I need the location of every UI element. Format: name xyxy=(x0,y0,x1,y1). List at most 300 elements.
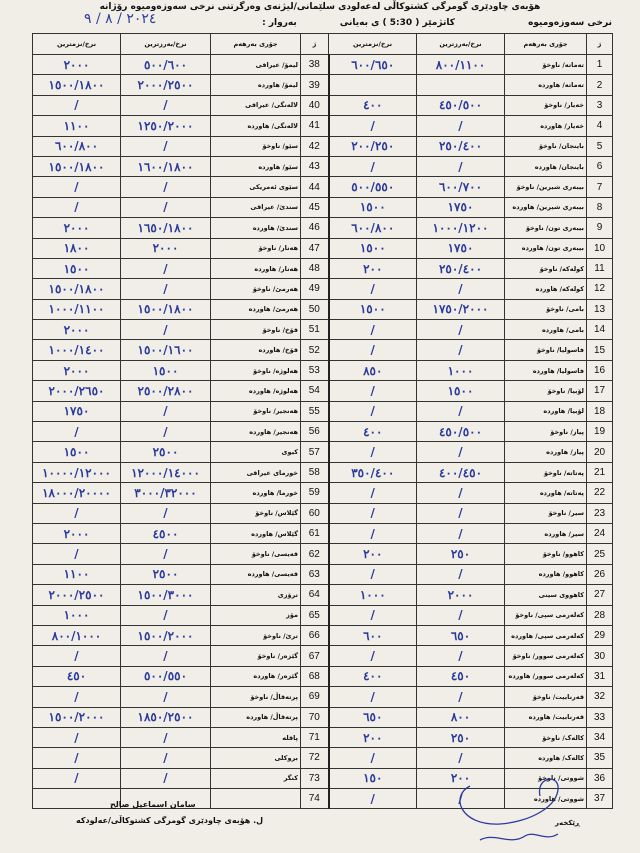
row-number: 55 xyxy=(301,401,329,421)
item-cell: هەلوژە/ هاوردە xyxy=(211,381,301,401)
item-cell: تەماتە/ هاوردە xyxy=(505,75,587,95)
low-price-cell: ٤٠٠ xyxy=(329,666,417,686)
item-cell: خەیار/ هاوردە xyxy=(505,116,587,136)
high-price-cell: / xyxy=(417,564,505,584)
high-price-cell: / xyxy=(417,483,505,503)
row-number: 35 xyxy=(587,748,613,768)
high-price-cell: ٢٠٠٠ xyxy=(417,585,505,605)
low-price-cell: / xyxy=(329,279,417,299)
row-number: 61 xyxy=(301,523,329,543)
high-price-cell: ٢٠٠٠ xyxy=(121,238,211,258)
high-price-cell: / xyxy=(121,687,211,707)
high-price-cell: / xyxy=(121,177,211,197)
low-price-cell: ٨٠٠/١٠٠٠ xyxy=(33,625,121,645)
low-price-cell: ٢٠٠ xyxy=(329,727,417,747)
row-number: 45 xyxy=(301,197,329,217)
item-cell: ترێ/ ناوخۆ xyxy=(211,625,301,645)
row-number: 64 xyxy=(301,585,329,605)
row-number: 23 xyxy=(587,503,613,523)
high-price-cell: ٥٠٠/٥٥٠ xyxy=(121,666,211,686)
low-price-cell: ٦٥٠ xyxy=(329,707,417,727)
item-cell: فاسولیا/ ناوخۆ xyxy=(505,340,587,360)
row-number: 28 xyxy=(587,605,613,625)
item-cell: لالەنگی/ هاوردە xyxy=(211,116,301,136)
table-row xyxy=(33,381,613,401)
item-cell: مۆز xyxy=(211,605,301,625)
handwritten-signature xyxy=(440,766,580,850)
item-cell: هەنار/ هاوردە xyxy=(211,258,301,278)
item-cell: لۆبیا/ ناوخۆ xyxy=(505,381,587,401)
high-price-cell xyxy=(417,75,505,95)
item-cell: کنگر xyxy=(211,768,301,788)
table-row xyxy=(33,605,613,625)
low-price-cell: ٢٠٠/٢٥٠ xyxy=(329,136,417,156)
row-number: 20 xyxy=(587,442,613,462)
time-label: کاتژمێر ( 5:30 ) ی بەیانی xyxy=(339,18,455,28)
high-price-cell: / xyxy=(121,544,211,564)
table-row xyxy=(33,646,613,666)
high-price-cell: ١٦٠٠/١٨٠٠ xyxy=(121,156,211,176)
item-cell: خەیار/ ناوخۆ xyxy=(505,95,587,115)
low-price-cell: ١٥٠٠ xyxy=(329,238,417,258)
table-row xyxy=(33,523,613,543)
row-number: 13 xyxy=(587,299,613,319)
high-price-cell: ١٥٠٠/١٦٠٠ xyxy=(121,340,211,360)
high-price-cell: / xyxy=(121,727,211,747)
row-number: 53 xyxy=(301,360,329,380)
high-price-cell: ٦٠٠/٧٠٠ xyxy=(417,177,505,197)
high-price-cell: / xyxy=(417,401,505,421)
row-number: 49 xyxy=(301,279,329,299)
table-row xyxy=(33,564,613,584)
high-price-cell: / xyxy=(417,279,505,299)
high-price-cell: / xyxy=(417,503,505,523)
high-price-cell: / xyxy=(121,197,211,217)
table-row xyxy=(33,197,613,217)
low-price-cell: ١٨٠٠٠/٢٠٠٠٠ xyxy=(33,483,121,503)
high-price-cell: ٤٥٠ xyxy=(417,666,505,686)
row-number: 56 xyxy=(301,422,329,442)
item-cell: قەرنابیت/ هاوردە xyxy=(505,707,587,727)
low-price-cell: / xyxy=(33,422,121,442)
low-price-cell: ١٥٠٠/١٨٠٠ xyxy=(33,156,121,176)
row-number: 3 xyxy=(587,95,613,115)
low-price-cell: ١٠٠٠ xyxy=(33,605,121,625)
low-price-cell: / xyxy=(329,483,417,503)
low-price-cell: / xyxy=(329,605,417,625)
row-number: 66 xyxy=(301,625,329,645)
row-number: 19 xyxy=(587,422,613,442)
item-cell: پەتاتە/ هاوردە xyxy=(505,483,587,503)
high-price-cell: ٢٥٠/٤٠٠ xyxy=(417,136,505,156)
table-header-row xyxy=(33,34,613,55)
high-price-cell: ١٥٠٠/١٨٠٠ xyxy=(121,299,211,319)
low-price-cell: ٤٠٠ xyxy=(329,95,417,115)
row-number: 27 xyxy=(587,585,613,605)
row-number: 48 xyxy=(301,258,329,278)
low-price-cell: ٦٠٠/٨٠٠ xyxy=(329,218,417,238)
table-row xyxy=(33,707,613,727)
low-price-cell: / xyxy=(329,687,417,707)
low-price-cell: ١١٠٠ xyxy=(33,116,121,136)
high-price-cell: ١٧٥٠ xyxy=(417,238,505,258)
item-cell: هەنجیر/ هاوردە xyxy=(211,422,301,442)
signatory-office: ل. هۆبەی چاودێری گومرگی کشتوکاڵی/عەلودکە xyxy=(76,816,264,825)
item-cell: بامی/ هاوردە xyxy=(505,320,587,340)
low-price-cell: / xyxy=(329,503,417,523)
item-cell: پرتەقاڵ/ ناوخۆ xyxy=(211,687,301,707)
low-price-cell: / xyxy=(329,340,417,360)
row-number: 25 xyxy=(587,544,613,564)
item-cell: لیمۆ/ عیراقی xyxy=(211,55,301,75)
high-price-cell: / xyxy=(417,605,505,625)
item-cell: تەماتە/ ناوخۆ xyxy=(505,55,587,75)
high-price-cell: ٨٠٠/١١٠٠ xyxy=(417,55,505,75)
table-row xyxy=(33,299,613,319)
high-price-cell: ٤٥٠/٥٠٠ xyxy=(417,422,505,442)
item-cell: سیر/ ناوخۆ xyxy=(505,503,587,523)
low-price-cell: ١٠٠٠/١٤٠٠ xyxy=(33,340,121,360)
high-price-cell: / xyxy=(121,320,211,340)
low-price-cell: ٦٠٠ xyxy=(329,625,417,645)
item-cell: قۆخ/ هاوردە xyxy=(211,340,301,360)
item-cell: کاهوو/ هاوردە xyxy=(505,564,587,584)
item-cell: سێو/ ناوخۆ xyxy=(211,136,301,156)
low-price-cell: / xyxy=(33,748,121,768)
table-row xyxy=(33,156,613,176)
low-price-cell: / xyxy=(33,544,121,564)
low-price-cell: ٦٠٠/٨٠٠ xyxy=(33,136,121,156)
low-price-cell: ٨٥٠ xyxy=(329,360,417,380)
item-cell: خورما/ هاوردە xyxy=(211,483,301,503)
high-price-cell: / xyxy=(417,116,505,136)
signatory-name: سامان اسماعیل صالح xyxy=(110,800,196,809)
low-price-cell: ٥٠٠/٥٥٠ xyxy=(329,177,417,197)
row-number: 1 xyxy=(587,55,613,75)
row-number: 2 xyxy=(587,75,613,95)
item-cell: کاهوو/ ناوخۆ xyxy=(505,544,587,564)
high-price-cell: / xyxy=(417,748,505,768)
high-price-cell: / xyxy=(121,768,211,788)
high-price-cell: ٢٥٠٠ xyxy=(121,564,211,584)
item-cell: بروکلی xyxy=(211,748,301,768)
low-price-cell: ١٠٠٠/١١٠٠ xyxy=(33,299,121,319)
low-price-cell: / xyxy=(329,442,417,462)
table-row xyxy=(33,55,613,75)
signature-label: ڕێکخەر xyxy=(555,819,580,827)
row-number: 46 xyxy=(301,218,329,238)
high-price-cell: ١٦٥٠/١٨٠٠ xyxy=(121,218,211,238)
row-number: 9 xyxy=(587,218,613,238)
low-price-cell: ١٥٠٠ xyxy=(329,197,417,217)
item-cell: لیمۆ/ هاوردە xyxy=(211,75,301,95)
high-price-cell: / xyxy=(121,503,211,523)
low-price-cell: ١٥٠٠/٢٠٠٠ xyxy=(33,707,121,727)
item-cell: کولەکە/ هاوردە xyxy=(505,279,587,299)
low-price-cell: ٢٠٠٠ xyxy=(33,218,121,238)
high-price-cell: / xyxy=(121,422,211,442)
item-cell: گێزەر/ ناوخۆ xyxy=(211,646,301,666)
header-high: نرخ/بەرزترین xyxy=(417,34,505,55)
item-cell: سێو/ هاوردە xyxy=(211,156,301,176)
item-cell: گێلاس/ هاوردە xyxy=(211,523,301,543)
row-number: 65 xyxy=(301,605,329,625)
low-price-cell: ١٠٠٠٠/١٢٠٠٠ xyxy=(33,462,121,482)
low-price-cell: ٢٠٠ xyxy=(329,258,417,278)
high-price-cell: / xyxy=(417,340,505,360)
high-price-cell: ١٥٠٠/٢٠٠٠ xyxy=(121,625,211,645)
high-price-cell: / xyxy=(417,156,505,176)
item-cell: کەلەرمی سپی/ ناوخۆ xyxy=(505,605,587,625)
item-cell: سندێ/ عیراقی xyxy=(211,197,301,217)
table-row xyxy=(33,401,613,421)
item-cell: کەلەرمی سپی/ هاوردە xyxy=(505,625,587,645)
high-price-cell: ١٧٥٠/٢٠٠٠ xyxy=(417,299,505,319)
row-number: 57 xyxy=(301,442,329,462)
low-price-cell: ٢٠٠٠ xyxy=(33,523,121,543)
low-price-cell: / xyxy=(33,197,121,217)
high-price-cell: ٤٠٠/٤٥٠ xyxy=(417,462,505,482)
low-price-cell: ١٥٠٠ xyxy=(329,299,417,319)
low-price-cell: / xyxy=(329,789,417,809)
item-cell: پەتاتە/ ناوخۆ xyxy=(505,462,587,482)
low-price-cell: / xyxy=(33,768,121,788)
row-number: 17 xyxy=(587,381,613,401)
low-price-cell: / xyxy=(329,523,417,543)
low-price-cell: ٢٠٠٠/٢٥٠٠ xyxy=(33,585,121,605)
low-price-cell: / xyxy=(33,727,121,747)
item-cell: سندێ/ هاوردە xyxy=(211,218,301,238)
table-row xyxy=(33,585,613,605)
high-price-cell: ١٠٠٠/١٢٠٠ xyxy=(417,218,505,238)
price-table xyxy=(32,33,613,809)
low-price-cell: ١٥٠٠ xyxy=(33,442,121,462)
table-row xyxy=(33,422,613,442)
row-number: 70 xyxy=(301,707,329,727)
row-number: 47 xyxy=(301,238,329,258)
subtitle: نرخی سەوزەومیوە xyxy=(528,18,612,28)
header-item: جۆری بەرهەم xyxy=(505,34,587,55)
low-price-cell: ٤٠٠ xyxy=(329,422,417,442)
low-price-cell: / xyxy=(329,646,417,666)
low-price-cell: ٢٠٠٠ xyxy=(33,360,121,380)
high-price-cell: / xyxy=(417,320,505,340)
item-cell: بیبەری تون/ هاوردە xyxy=(505,238,587,258)
table-row xyxy=(33,238,613,258)
header-low: نرخ/نزمترین xyxy=(33,34,121,55)
item-cell: باینجان/ ناوخۆ xyxy=(505,136,587,156)
row-number: 69 xyxy=(301,687,329,707)
high-price-cell: ١٨٥٠/٢٥٠٠ xyxy=(121,707,211,727)
high-price-cell: / xyxy=(121,279,211,299)
row-number: 63 xyxy=(301,564,329,584)
low-price-cell: ١٠٠٠ xyxy=(329,585,417,605)
item-cell: سێوی ئەمریکی xyxy=(211,177,301,197)
item-cell: کولەکە/ ناوخۆ xyxy=(505,258,587,278)
low-price-cell: / xyxy=(33,646,121,666)
table-row xyxy=(33,95,613,115)
low-price-cell: ٢٠٠ xyxy=(329,544,417,564)
item-cell: گێزەر/ هاوردە xyxy=(211,666,301,686)
low-price-cell: ٣٥٠/٤٠٠ xyxy=(329,462,417,482)
low-price-cell: ١٥٠٠/١٨٠٠ xyxy=(33,75,121,95)
item-cell: قەیسی/ ناوخۆ xyxy=(211,544,301,564)
header-item: جۆری بەرهەم xyxy=(211,34,301,55)
item-cell: قۆخ/ ناوخۆ xyxy=(211,320,301,340)
item-cell: کالەک/ ناوخۆ xyxy=(505,727,587,747)
low-price-cell: ١٨٠٠ xyxy=(33,238,121,258)
low-price-cell: / xyxy=(329,564,417,584)
item-cell: پیاز/ ناوخۆ xyxy=(505,422,587,442)
row-number: 11 xyxy=(587,258,613,278)
table-row xyxy=(33,177,613,197)
low-price-cell: ٦٠٠/٦٥٠ xyxy=(329,55,417,75)
row-number: 40 xyxy=(301,95,329,115)
low-price-cell xyxy=(329,75,417,95)
item-cell: کیوی xyxy=(211,442,301,462)
high-price-cell: / xyxy=(417,523,505,543)
high-price-cell: ٤٥٠/٥٠٠ xyxy=(417,95,505,115)
table-row xyxy=(33,340,613,360)
row-number: 62 xyxy=(301,544,329,564)
row-number: 44 xyxy=(301,177,329,197)
item-cell: کەلەرمی سوور/ ناوخۆ xyxy=(505,646,587,666)
low-price-cell: / xyxy=(329,401,417,421)
item-cell: باینجان/ هاوردە xyxy=(505,156,587,176)
high-price-cell: / xyxy=(121,258,211,278)
high-price-cell: ١٥٠٠/٣٠٠٠ xyxy=(121,585,211,605)
high-price-cell: ٢٠٠ xyxy=(417,768,505,788)
document-subheader xyxy=(262,18,612,28)
row-number: 30 xyxy=(587,646,613,666)
row-number: 58 xyxy=(301,462,329,482)
low-price-cell: ١١٠٠ xyxy=(33,564,121,584)
table-row xyxy=(33,442,613,462)
item-cell: بیبەری شیرین/ هاوردە xyxy=(505,197,587,217)
row-number: 42 xyxy=(301,136,329,156)
high-price-cell: ٢٥٠ xyxy=(417,544,505,564)
table-row xyxy=(33,483,613,503)
item-cell: هەنار/ ناوخۆ xyxy=(211,238,301,258)
low-price-cell: / xyxy=(329,320,417,340)
high-price-cell: / xyxy=(121,646,211,666)
row-number: 18 xyxy=(587,401,613,421)
item-cell: گێلاس/ ناوخۆ xyxy=(211,503,301,523)
low-price-cell: / xyxy=(33,177,121,197)
low-price-cell: ٤٥٠ xyxy=(33,666,121,686)
item-cell: پرتەقاڵ/ هاوردە xyxy=(211,707,301,727)
table-row xyxy=(33,116,613,136)
item-cell: شووتی/ ناوخۆ xyxy=(505,768,587,788)
low-price-cell: / xyxy=(329,748,417,768)
table-row xyxy=(33,503,613,523)
header-high: نرخ/بەرزترین xyxy=(121,34,211,55)
low-price-cell: / xyxy=(33,503,121,523)
item-cell: کاهووی سینی xyxy=(505,585,587,605)
row-number: 7 xyxy=(587,177,613,197)
high-price-cell: ١٥٠٠ xyxy=(121,360,211,380)
row-number: 5 xyxy=(587,136,613,156)
item-cell: بیبەری شیرین/ ناوخۆ xyxy=(505,177,587,197)
item-cell: پاقلە xyxy=(211,727,301,747)
header-low: نرخ/نزمترین xyxy=(329,34,417,55)
high-price-cell: ٢٥٠/٤٠٠ xyxy=(417,258,505,278)
row-number: 39 xyxy=(301,75,329,95)
item-cell: هەنجیر/ ناوخۆ xyxy=(211,401,301,421)
table-row xyxy=(33,360,613,380)
item-cell: پیاز/ هاوردە xyxy=(505,442,587,462)
header-num: ژ xyxy=(301,34,329,55)
row-number: 33 xyxy=(587,707,613,727)
item-cell: سیر/ هاوردە xyxy=(505,523,587,543)
row-number: 34 xyxy=(587,727,613,747)
table-row xyxy=(33,625,613,645)
high-price-cell: ٦٥٠ xyxy=(417,625,505,645)
row-number: 73 xyxy=(301,768,329,788)
row-number: 12 xyxy=(587,279,613,299)
document-title: هۆبەی چاودێری گومرگی کشتوکاڵی لەعەلودی سلێمانی/لیژنەی وەرگرتنی نرخی سەوزەومیوە رۆژانە xyxy=(99,2,541,12)
row-number: 74 xyxy=(301,789,329,809)
item-cell: بیبەری تون/ ناوخۆ xyxy=(505,218,587,238)
high-price-cell: ٢٠٠٠/٢٥٠٠ xyxy=(121,75,211,95)
row-number: 41 xyxy=(301,116,329,136)
high-price-cell: / xyxy=(417,442,505,462)
high-price-cell: / xyxy=(121,748,211,768)
table-row xyxy=(33,136,613,156)
item-cell: هەرمێ/ ناوخۆ xyxy=(211,279,301,299)
item-cell: هەرمێ/ هاوردە xyxy=(211,299,301,319)
low-price-cell: ٢٠٠٠ xyxy=(33,55,121,75)
high-price-cell: / xyxy=(121,95,211,115)
item-cell: هەلوژە/ ناوخۆ xyxy=(211,360,301,380)
high-price-cell: ٨٠٠ xyxy=(417,707,505,727)
table-row xyxy=(33,462,613,482)
row-number: 71 xyxy=(301,727,329,747)
low-price-cell: / xyxy=(329,156,417,176)
row-number: 24 xyxy=(587,523,613,543)
row-number: 31 xyxy=(587,666,613,686)
low-price-cell xyxy=(33,789,121,809)
row-number: 68 xyxy=(301,666,329,686)
high-price-cell: ٢٥٠٠ xyxy=(121,442,211,462)
row-number: 36 xyxy=(587,768,613,788)
row-number: 43 xyxy=(301,156,329,176)
item-cell xyxy=(211,789,301,809)
high-price-cell: / xyxy=(121,136,211,156)
high-price-cell: / xyxy=(417,789,505,809)
high-price-cell: ٤٥٠٠ xyxy=(121,523,211,543)
item-cell: بامی/ ناوخۆ xyxy=(505,299,587,319)
row-number: 29 xyxy=(587,625,613,645)
high-price-cell: ١٢٠٠٠/١٤٠٠٠ xyxy=(121,462,211,482)
item-cell: فاسولیا/ هاوردە xyxy=(505,360,587,380)
low-price-cell: / xyxy=(329,381,417,401)
row-number: 15 xyxy=(587,340,613,360)
low-price-cell: ١٥٠٠ xyxy=(33,258,121,278)
table-row xyxy=(33,687,613,707)
high-price-cell: ٥٠٠/٦٠٠ xyxy=(121,55,211,75)
row-number: 51 xyxy=(301,320,329,340)
row-number: 10 xyxy=(587,238,613,258)
table-row xyxy=(33,218,613,238)
row-number: 22 xyxy=(587,483,613,503)
row-number: 14 xyxy=(587,320,613,340)
item-cell: شووتی/ هاوردە xyxy=(505,789,587,809)
date-label: بەروار : xyxy=(262,18,297,28)
low-price-cell: ١٧٥٠ xyxy=(33,401,121,421)
item-cell: کەلەرمی سوور/ هاوردە xyxy=(505,666,587,686)
row-number: 8 xyxy=(587,197,613,217)
